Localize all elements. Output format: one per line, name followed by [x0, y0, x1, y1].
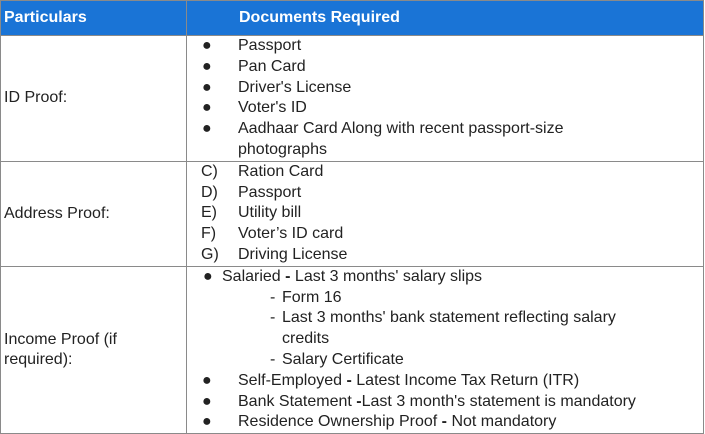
list-item: G) Driving License	[187, 245, 703, 266]
header-row	[1, 1, 704, 36]
list-item: C) Ration Card	[187, 162, 703, 183]
bullet-icon: ●	[202, 413, 212, 431]
list-item: F) Voter’s ID card	[187, 224, 703, 245]
list-item: D) Passport	[187, 183, 703, 204]
list-item: ● Pan Card	[187, 57, 703, 78]
sub-item: - Salary Certificate	[187, 350, 703, 371]
label-address-proof: Address Proof:	[1, 161, 187, 266]
row-income-proof	[1, 266, 704, 433]
list-item: ● Voter's ID	[187, 98, 703, 119]
dash-icon: -	[270, 309, 276, 327]
bullet-icon: ●	[202, 37, 212, 54]
list-marker: D)	[201, 183, 218, 201]
bullet-icon: ●	[202, 57, 212, 75]
bullet-icon: ●	[202, 78, 212, 96]
list-item: E) Utility bill	[187, 203, 703, 224]
bullet-icon: ●	[202, 371, 212, 389]
sub-item: - Form 16	[187, 288, 703, 309]
id-proof-list	[187, 36, 704, 162]
bullet-icon: ●	[202, 120, 212, 138]
list-item: ● Bank Statement -Last 3 month's statement is mandatory	[187, 392, 703, 413]
dash-icon: -	[270, 350, 276, 368]
list-item-salaried: ● Salaried - Last 3 months' salary slips	[187, 267, 703, 288]
sub-item: - Last 3 months' bank statement reflecting salary credits	[187, 308, 703, 350]
income-proof-list	[187, 266, 704, 433]
list-marker: G)	[201, 245, 219, 263]
list-item: ● Residence Ownership Proof - Not mandatory	[187, 412, 703, 433]
bullet-icon: ●	[202, 99, 212, 117]
row-id-proof	[1, 36, 704, 162]
list-item: ● Driver's License	[187, 78, 703, 99]
list-marker: C)	[201, 162, 218, 180]
header-documents: Documents Required	[187, 1, 704, 36]
list-item: ● Passport	[187, 36, 703, 57]
label-income-proof: Income Proof (if required):	[1, 266, 187, 433]
list-marker: E)	[201, 204, 217, 222]
list-item: ● Aadhaar Card Along with recent passport-size photographs	[187, 119, 703, 161]
list-marker: F)	[201, 225, 217, 243]
address-proof-list	[187, 161, 704, 266]
list-item: ● Self-Employed - Latest Income Tax Return (ITR)	[187, 371, 703, 392]
dash-icon: -	[270, 288, 276, 306]
bullet-icon: ●	[202, 392, 212, 410]
bullet-icon: ●	[203, 267, 213, 285]
row-address-proof	[1, 161, 704, 266]
header-particulars: Particulars	[1, 1, 187, 36]
label-id-proof: ID Proof:	[1, 36, 187, 162]
